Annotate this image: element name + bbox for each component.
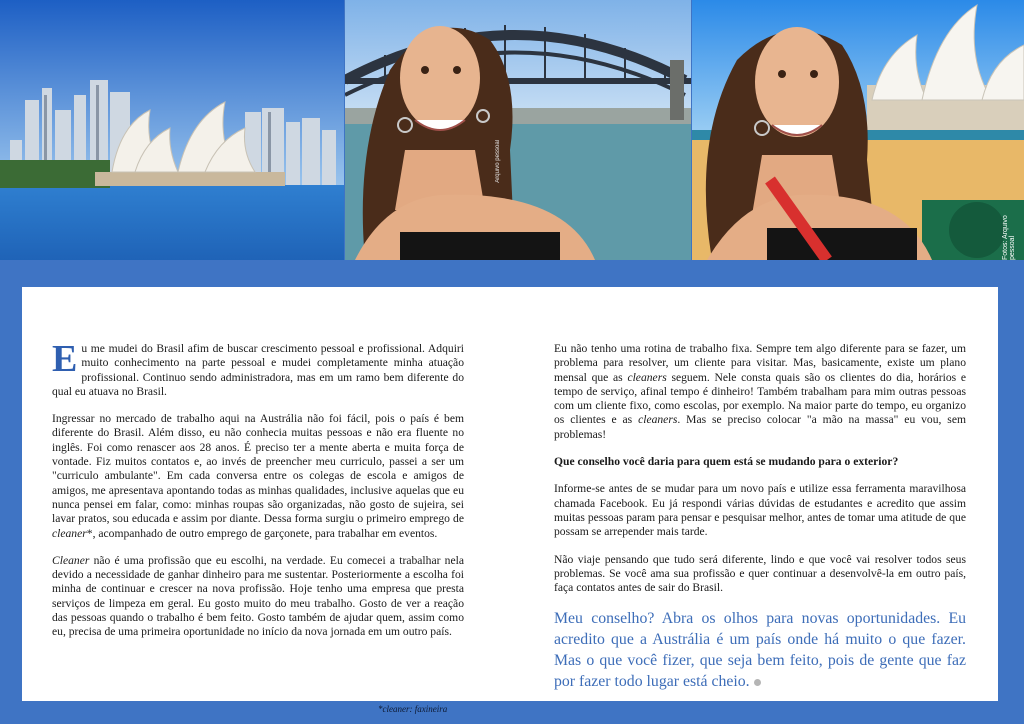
- paragraph-2: [52, 412, 464, 541]
- right-column: [554, 342, 966, 692]
- left-column: [52, 338, 464, 653]
- harbour-bridge-portrait-photo: [345, 0, 691, 260]
- opera-house-portrait-photo: [692, 0, 1024, 260]
- cleaner-term: cleaner: [52, 526, 87, 540]
- paragraph-1-text: u me mudei do Brasil afim de buscar crescimento pessoal e profissional. Adquiri muito conhecimento na parte pessoal e mudei completamente minha atuação profissional. Continuo sendo administradora, mas em um ramo bem diferente do qual eu atuava no Brasil.: [52, 342, 464, 398]
- drop-cap: E: [52, 338, 78, 380]
- paragraph-5: Informe-se antes de se mudar para um novo país e utilize essa ferramenta maravilhosa chamada Facebook. Eu já respondi várias dúvidas de estudantes e acredito que assim muitas pessoas param para pensar e pesquisar melhor, antes de tomar uma atitude de que possam se arrepender mais tarde.: [554, 482, 966, 539]
- paragraph-1: [52, 338, 464, 399]
- end-dot-icon: [754, 679, 761, 686]
- advice-quote-text: Meu conselho? Abra os olhos para novas oportunidades. Eu acredito que a Austrália é um país onde há muito o que fazer. Mas o que você fizer, que seja bem feito, pois de gente que faz por fazer todo lugar está cheio.: [554, 610, 966, 691]
- paragraph-3-text: não é uma profissão que eu escolhi, na verdade. Eu comecei a trabalhar nela devido a necessidade de ganhar dinheiro para me sustentar. Posteriormente a escolha foi minha de continuar e crescer na nova profissão. Hoje tenho uma empresa que presta serviços de limpeza em geral. Eu gosto muito do meu trabalho. Gosto de ver a reação das pessoas quando o trabalho é bem feito. Gosto também de ajudar quem, assim como eu, precisa de uma primeira oportunidade no início da nova jornada em um outro país.: [52, 553, 464, 639]
- paragraph-3: [52, 554, 464, 640]
- footnote: *cleaner: faxineira: [378, 704, 448, 714]
- paragraph-6: Não viaje pensando que tudo será diferente, lindo e que você vai resolver todos seus problemas. Se você ama sua profissão e quer continuar a desenvolvê-la em outro país, faça contatos antes de sair do Brasil.: [554, 552, 966, 595]
- paragraph-4-text-c: . Mas se preciso colocar "a mão na massa" eu vou, sem problemas!: [554, 413, 966, 441]
- paragraph-2-text-b: *, acompanhado de outro emprego de garçonete, para trabalhar em eventos.: [86, 526, 438, 540]
- paragraph-2-text-a: Ingressar no mercado de trabalho aqui na Austrália não foi fácil, pois o país é bem diferente do Brasil. Além disso, eu não conhecia muitas pessoas e não era fluente no inglês. Foi como renascer aos 28 anos. É preciso ter a mente aberta e muita força de vontade. Fiz muitos contatos e, ao invés de preencher meu curriculo, passei a ser um "curriculo ambulante". Em cada conversa entre os colegas de escola e amigos de amigos, me apresentava apontando todas as minhas qualidades, inclusive aquelas que eu nunca pensei em falar, como: minhas roupas são organizadas, não gosto de sujeira, sei lavar pratos, sou educada e assim por diante. Dessa forma surgiu o primeiro emprego de: [52, 412, 464, 526]
- paragraph-4-text-b: seguem. Nele consta quais são os clientes do dia, horários e tempo de serviço, afinal tempo é dinheiro! Também trabalham para mim outras pessoas com um cliente fixo, como escolas, por exemplo. Na maior parte do tempo, eu organizo os clientes e as: [554, 370, 967, 427]
- sydney-skyline-photo: [0, 0, 344, 260]
- photo-credit-small: Arquivo pessoal: [495, 140, 501, 183]
- cleaner-term-2: Cleaner: [52, 553, 90, 567]
- article-page: [22, 287, 998, 701]
- cleaners-term: cleaners: [627, 370, 667, 384]
- cleaners-term-2: cleaners: [638, 413, 678, 427]
- paragraph-4: [554, 342, 966, 442]
- photo-credit: Fotos: Arquivo pessoal: [1002, 215, 1016, 260]
- advice-quote: [554, 608, 966, 692]
- photo-strip: [0, 0, 1024, 260]
- interview-question: Que conselho você daria para quem está se mudando para o exterior?: [554, 455, 899, 469]
- paragraph-4-text-a: Eu não tenho uma rotina de trabalho fixa. Sempre tem algo diferente para se fazer, um problema para resolver, um cliente para visitar. Mas, basicamente, existe um plano mensal que as: [554, 342, 966, 384]
